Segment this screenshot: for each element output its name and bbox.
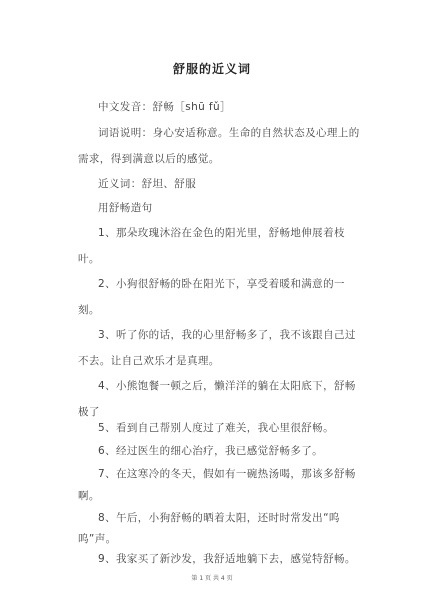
example-sentence: 1、那朵玫瑰沐浴在金色的阳光里，舒畅地伸展着枝 [98, 227, 345, 239]
example-sentence: 8、午后，小狗舒畅的晒着太阳，还时时常发出“呜 [98, 512, 340, 524]
section-heading: 用舒畅造句 [98, 202, 153, 214]
example-sentence: 7、在这寒冷的冬天，假如有一碗热汤喝，那该多舒畅 [98, 468, 356, 480]
example-sentence: 2、小狗很舒畅的卧在阳光下，享受着暖和满意的一 [98, 278, 345, 290]
example-sentence-cont: 叶。 [78, 253, 100, 265]
example-sentence-cont: 刻。 [78, 304, 100, 316]
page-footer: 第 1 页 共 4 页 [191, 575, 233, 582]
example-sentence: 3、听了你的话，我的心里舒畅多了，我不该跟自己过 [98, 329, 356, 341]
definition-line-cont: 需求，得到满意以后的感觉。 [78, 153, 220, 165]
definition-line: 词语说明：身心安适称意。生命的自然状态及心理上的 [98, 127, 360, 139]
page-title: 舒服的近义词 [172, 62, 251, 76]
example-sentence: 5、看到自己帮别人度过了难关，我心里很舒畅。 [98, 422, 334, 434]
example-sentence: 9、我家买了新沙发，我舒适地躺下去，感觉特舒畅。 [98, 553, 356, 565]
example-sentence-cont: 不去。让自己欢乐才是真理。 [78, 355, 220, 367]
example-sentence-cont: 啊。 [78, 490, 100, 502]
pronunciation-line: 中文发音：舒畅［shū fǔ］ [98, 101, 231, 113]
example-sentence-cont: 呜”声。 [78, 533, 117, 545]
example-sentence-cont: 极了 [78, 406, 100, 418]
synonyms-line: 近义词：舒坦、舒服 [98, 178, 197, 190]
example-sentence: 6、经过医生的细心治疗，我已感觉舒畅多了。 [98, 445, 324, 457]
example-sentence: 4、小熊饱餐一顿之后，懒洋洋的躺在太阳底下，舒畅 [98, 380, 356, 392]
